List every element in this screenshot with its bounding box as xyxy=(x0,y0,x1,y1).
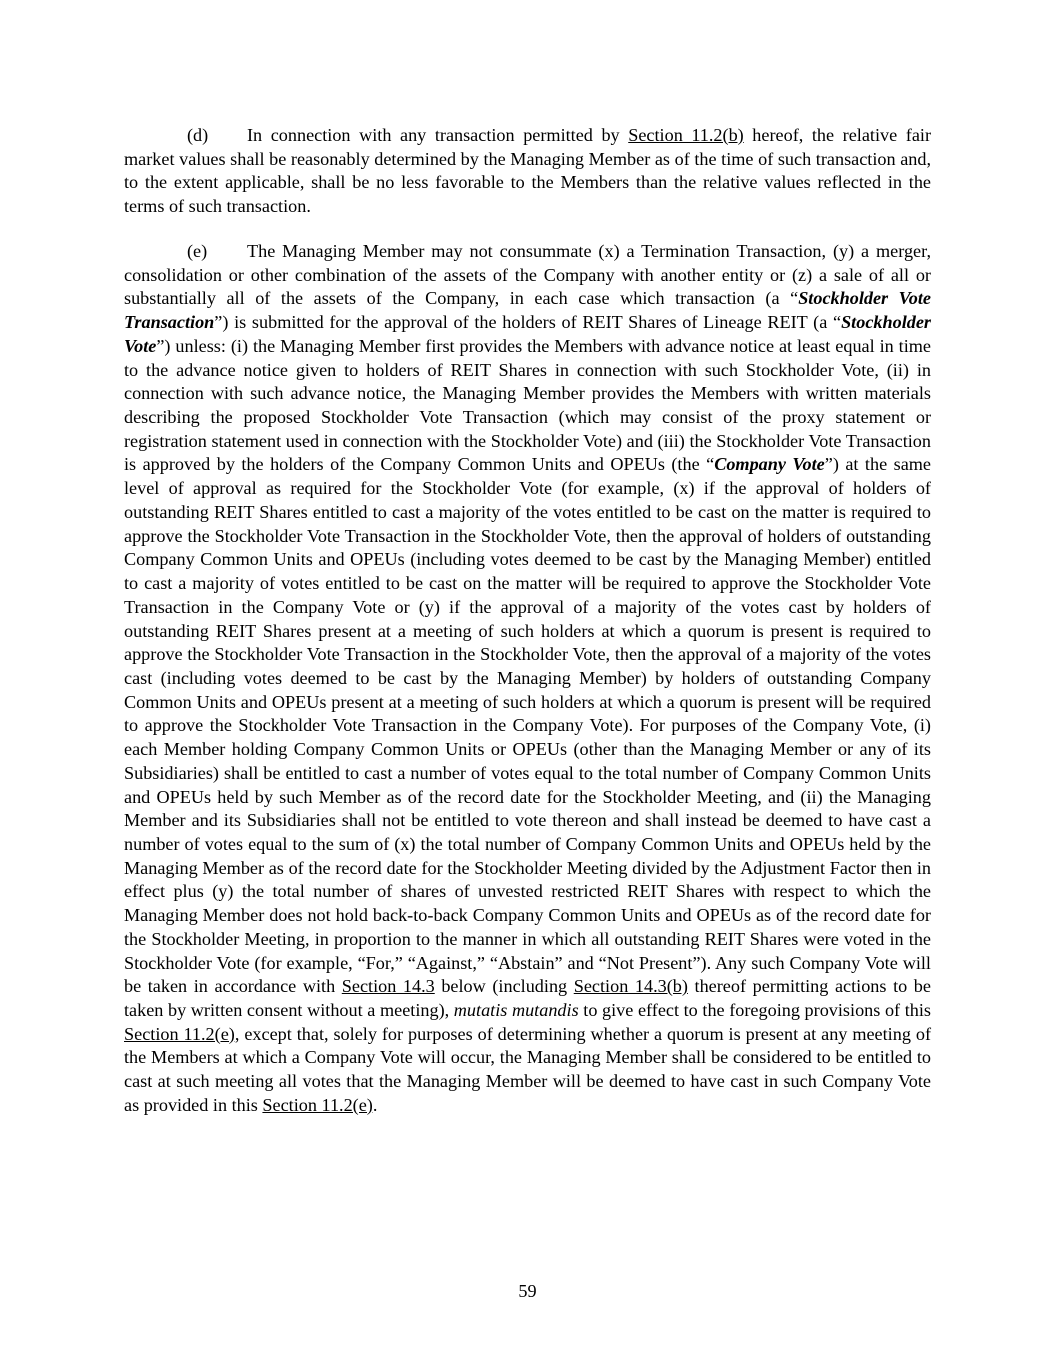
paragraph-d-text: In connection with any transaction permitted by xyxy=(247,125,629,145)
page-number: 59 xyxy=(518,1281,537,1301)
paragraph-e-text: thereof permitting actions to be taken by written consent without a meeting), xyxy=(124,976,931,1020)
paragraph-e-label: (e) xyxy=(187,241,208,261)
defined-term: Company Vote xyxy=(714,454,825,475)
paragraph-e-text: to give effect to the foregoing provisions of this xyxy=(578,1000,931,1020)
section-reference-link[interactable]: Section 14.3 xyxy=(341,976,435,997)
paragraph-e xyxy=(124,240,931,1118)
section-reference-link[interactable]: Section 11.2(e) xyxy=(124,1023,235,1044)
defined-term: Stockholder Vote xyxy=(124,312,931,356)
paragraph-d xyxy=(124,124,931,219)
defined-term: Stockholder Vote Transaction xyxy=(124,288,931,333)
section-reference-link[interactable]: Section 11.2(e) xyxy=(262,1094,373,1115)
paragraph-e-text: ”) at the same level of approval as required for the Stockholder Vote (for example, (x) if the approval of holders of outstanding REIT Shares entitled to cast a majority of the votes entitled to be cast on the matter is required to approve the Stockholder Vote Transaction in the Stockholder Vote, then the approval of holders of outstanding Company Common Units and OPEUs (including votes deemed to be cast by the Managing Member) entitled to cast a majority of votes entitled to be cast on the matter will be required to approve the Stockholder Vote Transaction in the Company Vote or (y) if the approval of a majority of the votes cast by holders of outstanding REIT Shares present at a meeting of such holders at which a quorum is present is required to approve the Stockholder Vote Transaction in the Stockholder Vote, then the approval of a majority of the votes cast (including votes deemed to be cast by the Managing Member) by holders of outstanding Company Common Units and OPEUs present at a meeting of such holders at which a quorum is present will be required to approve the Stockholder Vote Transaction in the Company Vote). For purposes of the Company Vote, (i) each Member holding Company Common Units or OPEUs (other than the Managing Member or any of its Subsidiaries) shall be entitled to cast a number of votes equal to the total number of Company Common Units and OPEUs held by such Member as of the record date for the Stockholder Meeting, and (ii) the Managing Member and its Subsidiaries shall not be entitled to vote thereon and shall instead be deemed to have cast a number of votes equal to the sum of (x) the total number of Company Common Units and OPEUs held by the Managing Member as of the record date for the Stockholder Meeting divided by the Adjustment Factor then in effect plus (y) the total number of shares of unvested restricted REIT Shares with respect to which the Managing Member does not hold back-to-back Company Common Units and OPEUs as of the record date for the Stockholder Meeting, in proportion to the manner in which all outstanding REIT Shares were voted in the Stockholder Vote (for example, “For,” “Against,” “Abstain” and “Not Present”). Any such Company Vote will be taken in accordance with xyxy=(124,454,931,997)
paragraph-e-text: ”) unless: (i) the Managing Member first provides the Members with advance notice at least equal in time to the advance notice given to holders of REIT Shares in connection with such Stockholder Vote, (ii) in connection with such advance notice, the Managing Member provides the Members with written materials describing the proposed Stockholder Vote Transaction (which may consist of the proxy statement or registration statement used in connection with the Stockholder Vote) and (iii) the Stockholder Vote Transaction is approved by the holders of the Company Common Units and OPEUs (the “ xyxy=(124,335,931,475)
paragraph-e-text: The Managing Member may not consummate (x) a Termination Transaction, (y) a merger, consolidation or other combination of the assets of the Company with another entity or (z) a sale of all or substantially all of the assets of the Company, in each case which transaction (a “ xyxy=(124,241,931,309)
latin-phrase: mutatis mutandis xyxy=(453,1000,579,1020)
paragraph-e-text: , except that, solely for purposes of determining whether a quorum is present at any meeting of the Members at which a Company Vote will occur, the Managing Member shall be considered to be entitled to cast at such meeting all votes that the Managing Member will be deemed to have cast in such Company Vote as provided in this xyxy=(124,1023,931,1115)
section-reference-link[interactable]: Section 14.3(b) xyxy=(573,976,688,997)
paragraph-e-text: below (including xyxy=(434,976,574,997)
paragraph-d-label: (d) xyxy=(187,125,209,145)
paragraph-e-text: . xyxy=(372,1094,378,1115)
paragraph-d-text: hereof, the relative fair market values shall be reasonably determined by the Managing Member as of the time of such transaction and, to the extent applicable, shall be no less favorable to the Members than the relative values reflected in the terms of such transaction. xyxy=(124,125,932,217)
paragraph-e-text: ”) is submitted for the approval of the holders of REIT Shares of Lineage REIT (a “ xyxy=(214,312,842,333)
section-reference-link[interactable]: Section 11.2(b) xyxy=(628,125,744,145)
